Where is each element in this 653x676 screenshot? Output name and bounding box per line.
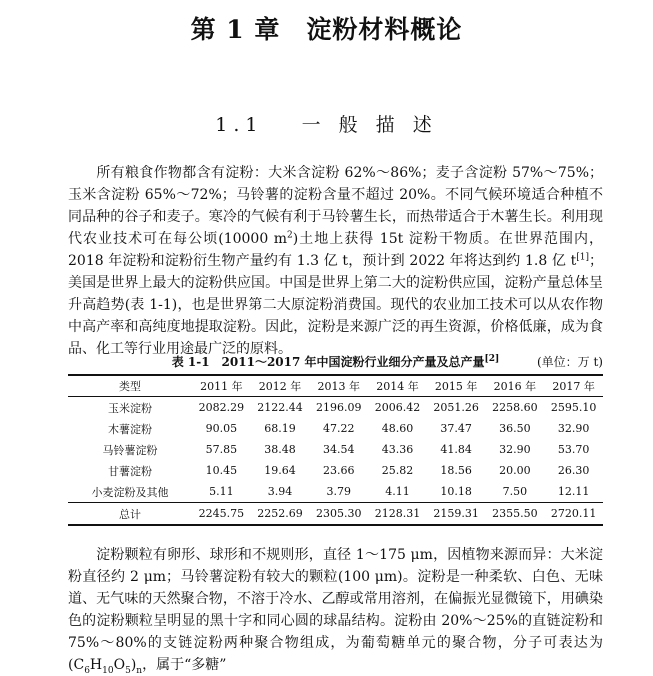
table-cell: 53.70 [557,443,590,456]
paragraph2-part-e: ，属于“多糖” [142,657,227,673]
table-cell: 43.36 [381,443,414,456]
table-cell: 68.19 [264,422,296,435]
table-cell: 2082.29 [198,401,245,414]
table-cell: 2128.31 [368,503,427,526]
header-year: 2011 年 [192,375,251,397]
table-total-row [68,503,603,526]
citation-1: [1] [576,252,589,263]
table-cell: 2720.11 [544,503,603,526]
table-cell: 34.54 [323,443,355,456]
formula-subscript: 5 [125,665,131,676]
row-type: 总计 [68,503,192,526]
table-caption-row [68,353,603,371]
table-row [68,460,603,481]
header-year: 2016 年 [486,375,545,397]
table-cell: 41.84 [440,443,472,456]
table-row [68,418,603,439]
table-caption [68,353,603,370]
table-cell: 38.48 [264,443,296,456]
formula-part: H [89,657,103,673]
table-row [68,481,603,503]
superscript-squared: 2 [286,230,293,241]
table-cell: 32.90 [499,443,531,456]
table-cell: 2258.60 [492,401,538,414]
row-type: 马铃薯淀粉 [102,443,158,457]
table-cell: 2355.50 [486,503,545,526]
table-unit: (单位：万 t) [536,355,603,369]
formula-subscript: 10 [102,665,114,676]
paragraph1-part-a: 所有粮食作物都含有淀粉：大米含淀粉 62%～86%；麦子含淀粉 57%～75%；玉米含淀粉 65%～72%；马铃薯的淀粉含量不超过 20%。不同气候环境适合种植不同品种的谷子和麦子。寒冷的气候有利于马铃薯生长，而热带适合于木薯生长。利用现代农业技术可在每公顷(10000 m [68,165,603,247]
table-cell: 90.05 [205,422,238,435]
table-cell: 20.00 [499,464,531,477]
table-cell: 3.79 [326,485,351,498]
formula-subscript: 6 [84,665,90,676]
header-type: 类型 [68,375,192,397]
row-type: 木薯淀粉 [108,422,152,436]
citation-2: [2] [484,354,500,364]
table-cell: 4.11 [385,485,410,498]
table-header-row [68,375,603,397]
table-cell: 37.47 [440,422,472,435]
table-cell: 23.66 [323,464,355,477]
paragraph1-part-c: ；美国是世界上最大的淀粉供应国。中国是世界上第二大的淀粉供应国，淀粉产量总体呈升高趋势(表 1-1)，也是世界第二大原淀粉消费国。现代的农业加工技术可以从农作物中高产率和高纯度地提取淀粉。因此，淀粉是来源广泛的再生资源，价格低廉，成为食品、化工等行业用途最广泛的原料。 [68,253,603,357]
paragraph1-part-b: )土地上获得 15t 淀粉干物质。在世界范围内，2018 年淀粉和淀粉衍生物产量约有 1.3 亿 t，预计到 2022 年将达到约 1.8 亿 t [68,231,603,269]
formula-part: ) [130,657,137,673]
table-cell: 32.90 [557,422,590,435]
table-cell: 2196.09 [316,401,362,414]
table-cell: 12.11 [557,485,590,498]
header-year: 2015 年 [427,375,486,397]
formula-part: O [113,657,126,673]
table-cell: 2305.30 [309,503,368,526]
table-cell: 2252.69 [251,503,310,526]
table-cell: 7.50 [502,485,528,498]
header-year: 2014 年 [368,375,427,397]
header-year: 2017 年 [544,375,603,397]
section-heading: 一 般 描 述 [301,114,438,136]
table-cell: 2595.10 [550,401,597,414]
table-cell: 10.45 [205,464,238,477]
table-cell: 3.94 [267,485,293,498]
table-cell: 25.82 [381,464,414,477]
table-caption-text: 2011～2017 年中国淀粉行业细分产量及总产量 [221,355,485,369]
table-cell: 2122.44 [257,401,303,414]
table-cell: 2245.75 [192,503,251,526]
table-cell: 57.85 [205,443,238,456]
table-cell: 10.18 [440,485,472,498]
starch-production-table [68,374,603,526]
table-cell: 2159.31 [427,503,486,526]
table-cell: 47.22 [323,422,355,435]
section-number: 1.1 [215,114,264,136]
chapter-title: 第 1 章 淀粉材料概论 [190,15,463,44]
table-cell: 19.64 [264,464,296,477]
intro-paragraph [68,162,603,360]
table-cell: 18.56 [440,464,472,477]
table-cell: 48.60 [381,422,414,435]
row-type: 甘薯淀粉 [108,464,152,478]
paragraph2-part-a: 淀粉颗粒有卵形、球形和不规则形，直径 1～175 μm，因植物来源而异：大米淀粉直径约 2 μm；马铃薯淀粉有较大的颗粒(100 μm)。淀粉是一种柔软、白色、无味道、无气味的天然聚合物，不溶于冷水、乙醇或常用溶剂，在偏振光显微镜下，用碘染色的淀粉颗粒呈明显的黑十字和同心圆的球晶结构。淀粉由 20%～25%的直链淀粉和 75%～80%的支链淀粉两种聚合物组成，为葡萄糖单元的聚合物，分子可表达为(C [68,547,603,673]
table-number: 表 1-1 [171,355,210,369]
table-row [68,439,603,460]
header-year: 2012 年 [251,375,310,397]
table-row [68,397,603,419]
formula-subscript: n [136,665,143,676]
table-cell: 2006.42 [374,401,421,414]
table-cell: 2051.26 [433,401,479,414]
header-year: 2013 年 [309,375,368,397]
table-cell: 26.30 [557,464,590,477]
section-title [0,110,653,137]
table-cell: 36.50 [499,422,531,435]
granule-paragraph [68,544,603,676]
row-type: 玉米淀粉 [108,401,152,415]
table-cell: 5.11 [209,485,234,498]
row-type: 小麦淀粉及其他 [91,485,169,499]
